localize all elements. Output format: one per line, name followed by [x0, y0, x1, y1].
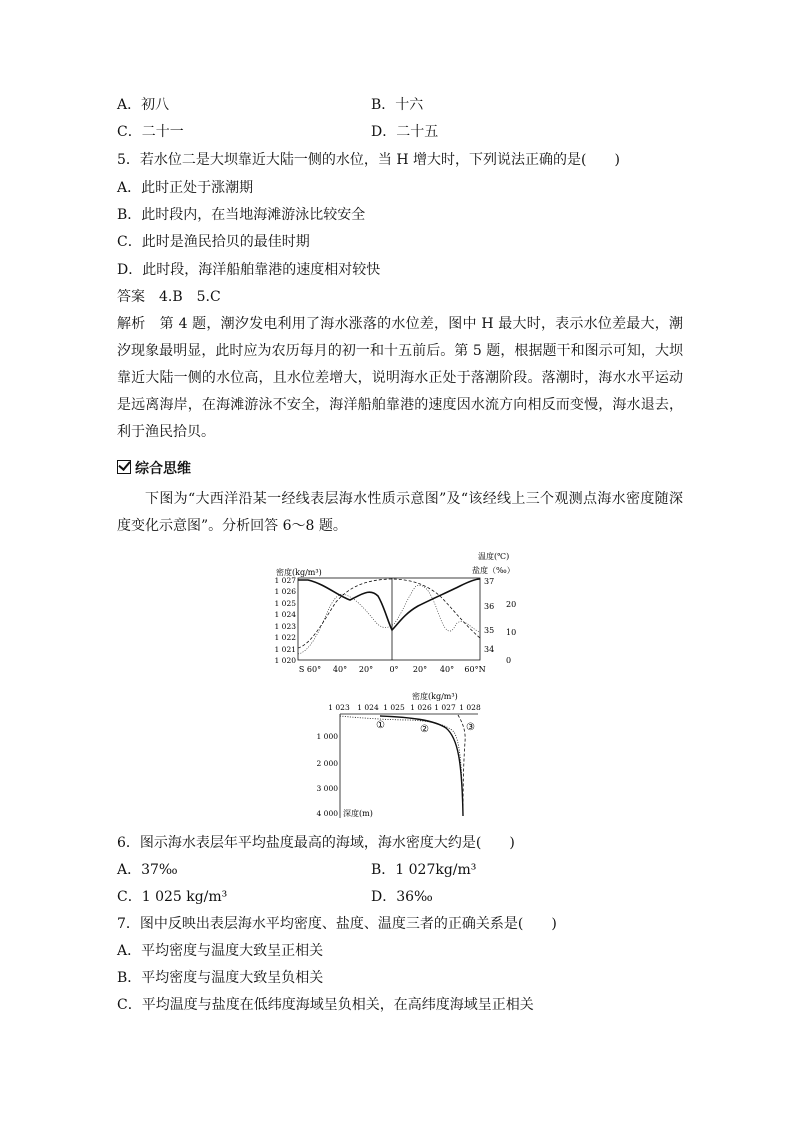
chart1-salinity-label: 盐度（‰） — [472, 566, 515, 575]
chart1-x-tick: 40° — [332, 665, 348, 674]
chart2-depth-label: 深度(m) — [343, 809, 373, 818]
q4-option-b: B．十六 — [371, 97, 424, 113]
curve-label-1: ① — [376, 720, 385, 731]
q7-option-c: C．平均温度与盐度在低纬度海域呈负相关，在高纬度海域呈正相关 — [117, 997, 534, 1013]
q5-stem: 5．若水位二是大坝靠近大陆一侧的水位，当 H 增大时，下列说法正确的是( ) — [117, 152, 620, 168]
density-curve — [298, 579, 480, 630]
chart1-x-tick: 20° — [412, 665, 428, 674]
chart1-temp-label: 温度(℃) — [478, 552, 510, 561]
chart1-temp-tick: 10 — [506, 628, 517, 637]
chart2-x-tick: 1 023 — [328, 703, 350, 712]
section-heading — [117, 460, 191, 478]
q4-option-d: D．二十五 — [371, 124, 439, 140]
q7-option-a: A．平均密度与温度大致呈正相关 — [117, 943, 324, 959]
chart1-density-tick: 1 025 — [274, 599, 296, 608]
q4-option-a: A．初八 — [117, 97, 170, 113]
q5-option-b: B．此时段内，在当地海滩游泳比较安全 — [117, 207, 366, 223]
chart2-x-tick: 1 026 — [410, 703, 432, 712]
q6-option-d: D．36‰ — [371, 889, 433, 905]
curve-label-2: ② — [420, 724, 429, 735]
density-depth-chart — [316, 686, 490, 820]
curve-label-3: ③ — [466, 722, 475, 733]
chart2-x-tick: 1 027 — [434, 703, 456, 712]
chart1-density-tick: 1 021 — [274, 645, 296, 654]
chart2-depth-tick: 1 000 — [316, 732, 338, 741]
chart1-temp-tick: 20 — [506, 600, 517, 609]
checkbox-check-icon — [117, 460, 131, 474]
chart2-depth-tick: 3 000 — [316, 784, 338, 793]
chart1-salinity-tick: 35 — [484, 626, 495, 635]
chart2-x-tick: 1 028 — [459, 703, 481, 712]
analysis-paragraph: 解析 第 4 题，潮汐发电利用了海水涨落的水位差，图中 H 最大时，表示水位差最大，潮汐现象最明显，此时应为农历每月的初一和十五前后。第 5 题，根据题干和图示可知，大坝靠近大陆一侧的水位高，且水位差增大，说明海水正处于落潮阶段。落潮时，海水水平运动是远离海岸，在海滩游泳不安全，海洋船舶靠港的速度因水流方向相反而变慢，海水退去，利于渔民拾贝。 — [117, 316, 683, 440]
density-profile-3 — [458, 715, 465, 816]
chart1-density-tick: 1 022 — [274, 633, 296, 642]
q6-option-b: B．1 027kg/m³ — [371, 862, 477, 878]
salinity-curve — [298, 585, 480, 654]
q7-stem: 7．图中反映出表层海水平均密度、盐度、温度三者的正确关系是( ) — [117, 916, 557, 932]
chart2-depth-tick: 4 000 — [316, 809, 338, 818]
q5-option-d: D．此时段，海洋船舶靠港的速度相对较快 — [117, 262, 381, 278]
chart1-x-tick: 60°N — [464, 665, 486, 674]
q7-option-b: B．平均密度与温度大致呈负相关 — [117, 970, 324, 986]
q6-stem: 6．图示海水表层年平均盐度最高的海域，海水密度大约是( ) — [117, 835, 515, 851]
q5-option-c: C．此时是渔民拾贝的最佳时期 — [117, 234, 310, 250]
chart1-density-tick: 1 020 — [274, 656, 296, 665]
chart1-x-tick: 0° — [389, 665, 399, 674]
chart1-x-tick: 40° — [439, 665, 455, 674]
intro-paragraph: 下图为“大西洋沿某一经线表层海水性质示意图”及“该经线上三个观测点海水密度随深度变化示意图”。分析回答 6～8 题。 — [117, 491, 683, 534]
chart1-salinity-tick: 34 — [484, 645, 495, 654]
surface-properties-chart — [270, 548, 520, 678]
density-profile-1 — [340, 716, 463, 816]
q5-option-a: A．此时正处于涨潮期 — [117, 180, 254, 196]
chart1-salinity-tick: 36 — [484, 602, 495, 611]
chart1-salinity-tick: 37 — [484, 577, 495, 586]
chart1-density-tick: 1 023 — [274, 622, 296, 631]
chart1-x-tick: S 60° — [298, 665, 322, 674]
chart2-density-label: 密度(kg/m³) — [412, 692, 458, 701]
q4-option-c: C．二十一 — [117, 124, 184, 140]
chart1-temp-tick: 0 — [506, 656, 512, 665]
chart1-density-tick: 1 024 — [274, 610, 296, 619]
chart1-density-tick: 1 027 — [274, 576, 296, 585]
chart1-x-tick: 20° — [358, 665, 374, 674]
chart2-depth-tick: 2 000 — [316, 759, 338, 768]
q6-option-a: A．37‰ — [117, 862, 178, 878]
chart2-x-tick: 1 024 — [357, 703, 379, 712]
section-title: 综合思维 — [135, 461, 191, 477]
chart1-density-label: 密度(kg/m³) — [276, 568, 322, 577]
q6-option-c: C．1 025 kg/m³ — [117, 889, 228, 905]
chart2-x-tick: 1 025 — [383, 703, 405, 712]
chart1-density-tick: 1 026 — [274, 587, 296, 596]
answer-line: 答案 4.B 5.C — [117, 289, 221, 305]
